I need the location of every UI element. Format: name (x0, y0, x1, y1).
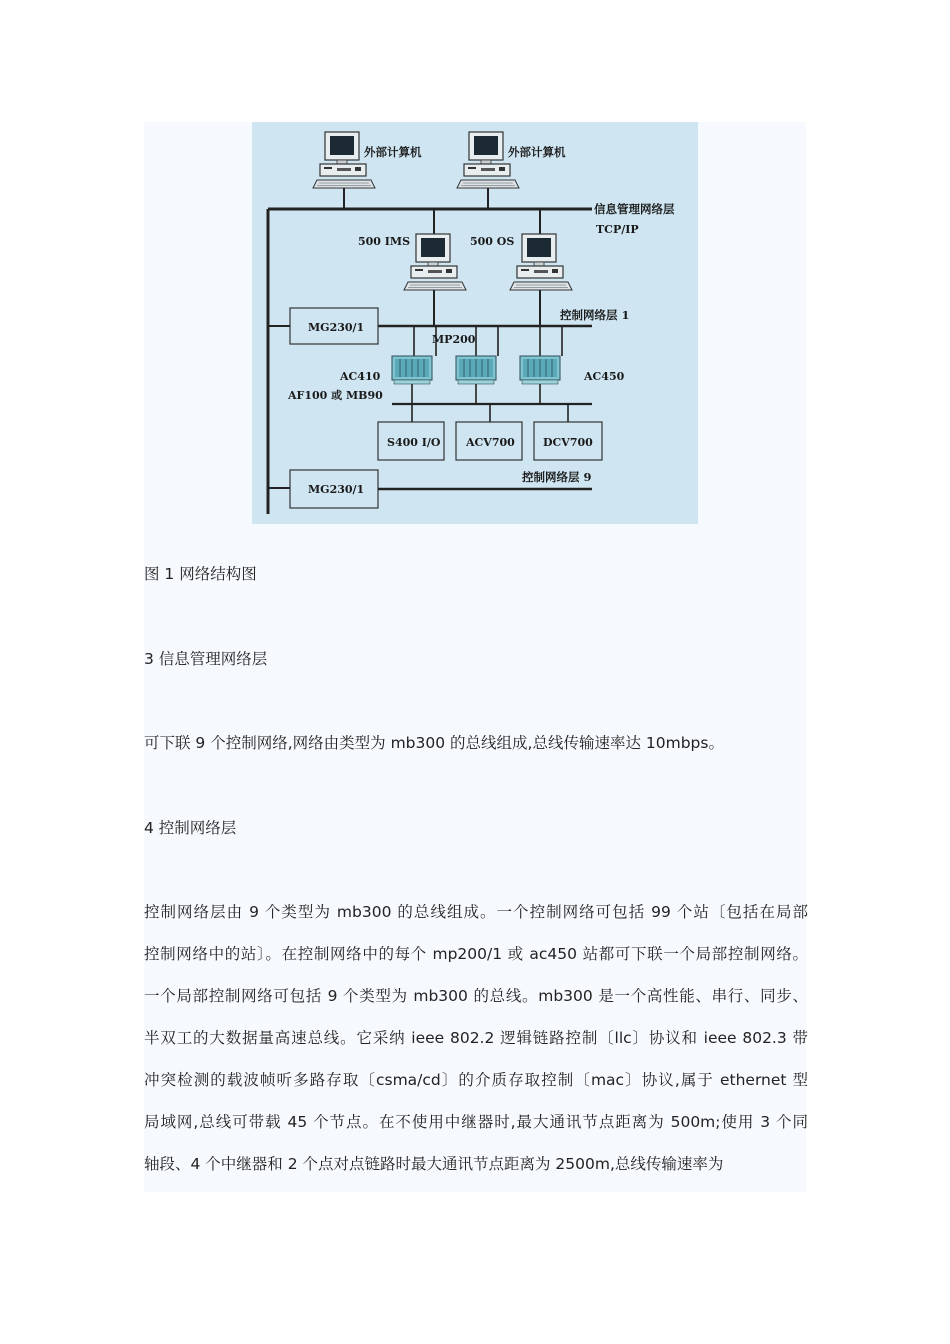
paragraph-line: 控制网络层由 9 个类型为 mb300 的总线组成。一个控制网络可包括 99 个站〔包括在局部 (144, 903, 808, 921)
dcv700-label: DCV700 (543, 436, 593, 449)
network-structure-figure (252, 122, 698, 524)
os-pc (510, 234, 572, 290)
ims-label: 500 IMS (358, 235, 411, 248)
paragraph-line: 一个局部控制网络可包括 9 个类型为 mb300 的总线。mb300 是一个高性能、串行、同步、 (144, 987, 808, 1005)
paragraph-line: 局域网,总线可带载 45 个节点。在不使用中继器时,最大通讯节点距离为 500m;使用 3 个同 (144, 1113, 808, 1131)
control-layer-9-label: 控制网络层 9 (522, 470, 592, 484)
mg230-top-label: MG230/1 (308, 321, 365, 334)
s400-label: S400 I/O (387, 436, 441, 449)
acv700-label: ACV700 (466, 436, 515, 449)
mg230-bottom-label: MG230/1 (308, 483, 365, 496)
paragraph-line: 半双工的大数据量高速总线。它采纳 ieee 802.2 逻辑链路控制〔llc〕协议和 ieee 802.3 带 (144, 1029, 808, 1047)
ac410-label: AC410 (340, 370, 381, 383)
paragraph-section-4 (144, 891, 808, 1185)
paragraph-line: 轴段、4 个中继器和 2 个点对点链路时最大通讯节点距离为 2500m,总线传输速率为 (144, 1155, 724, 1173)
external-pc-1-label: 外部计算机 (364, 145, 422, 159)
ac410-rack (392, 356, 432, 384)
mp200-label: MP200 (432, 333, 476, 346)
os-label: 500 OS (470, 235, 515, 248)
network-diagram (252, 122, 698, 524)
ac450-rack (520, 356, 560, 384)
external-pc-1 (313, 132, 375, 188)
paragraph-line: 控制网络中的站〕。在控制网络中的每个 mp200/1 或 ac450 站都可下联一个局部控制网络。 (144, 945, 808, 963)
info-layer-label: 信息管理网络层 (594, 202, 675, 216)
figure-caption: 图 1 网络结构图 (144, 565, 257, 583)
external-pc-2 (457, 132, 519, 188)
ims-pc (404, 234, 466, 290)
paragraph-section-3: 可下联 9 个控制网络,网络由类型为 mb300 的总线组成,总线传输速率达 10mbps。 (144, 734, 724, 752)
ac450-label: AC450 (584, 370, 625, 383)
mp200-rack (456, 356, 496, 384)
control-layer-1-label: 控制网络层 1 (560, 308, 630, 322)
paragraph-line: 冲突检测的载波帧听多路存取〔csma/cd〕的介质存取控制〔mac〕协议,属于 ethernet 型 (144, 1071, 808, 1089)
af100-label: AF100 或 MB90 (288, 389, 383, 402)
heading-section-4: 4 控制网络层 (144, 819, 237, 837)
heading-section-3: 3 信息管理网络层 (144, 650, 268, 668)
tcpip-label: TCP/IP (596, 223, 639, 236)
external-pc-2-label: 外部计算机 (508, 145, 566, 159)
